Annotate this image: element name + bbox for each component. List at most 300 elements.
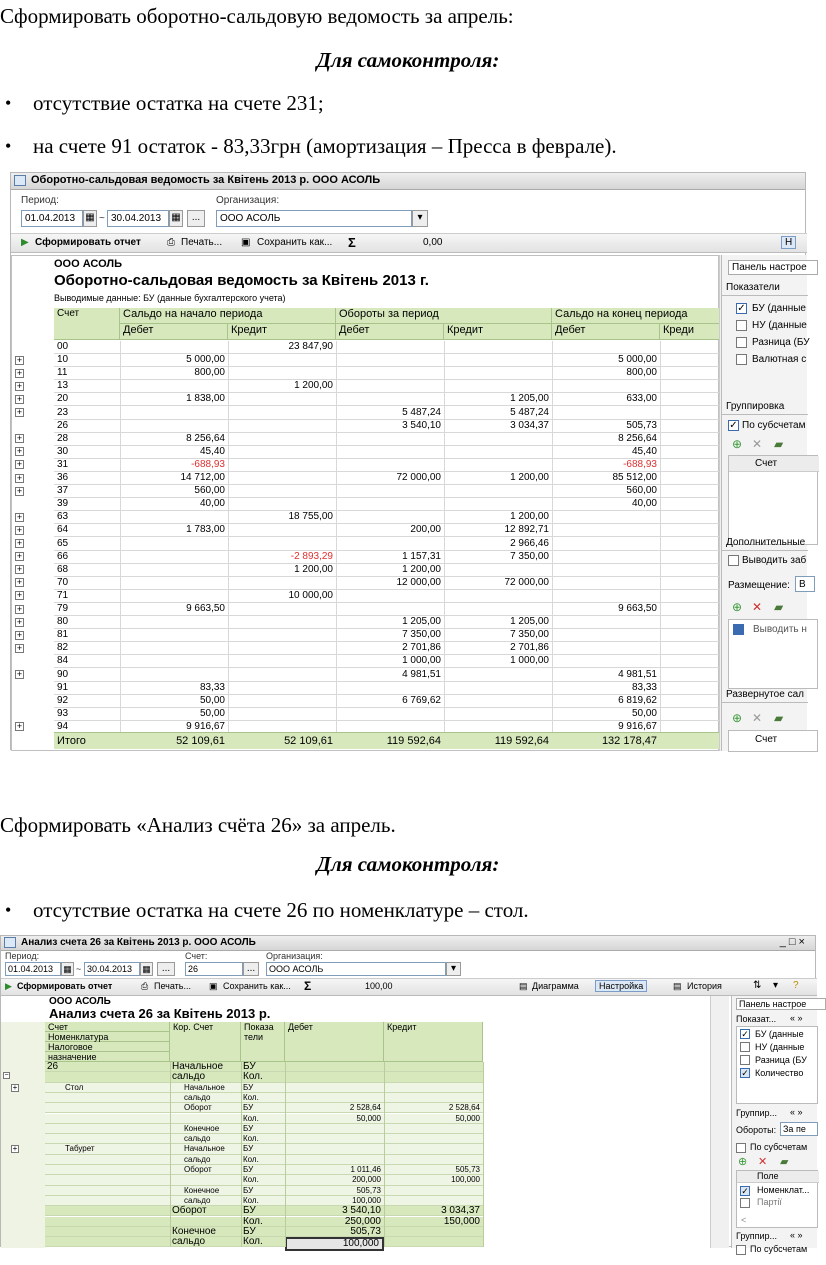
grid-line	[444, 341, 445, 737]
indicator-bu-label: БУ (данные	[755, 1029, 804, 1039]
history-icon: ▤	[673, 981, 682, 991]
org-select[interactable]: ООО АСОЛЬ	[216, 210, 412, 227]
by-subaccounts-checkbox[interactable]	[736, 1143, 746, 1153]
bullet-1a: • отсутствие остатка на счете 231;	[33, 91, 324, 115]
grid-line	[241, 1062, 242, 1247]
delete-icon[interactable]: ✕	[752, 600, 763, 614]
cell-k: сальдо	[184, 1092, 211, 1102]
cell-acc: 66	[57, 550, 69, 562]
expand-icon[interactable]: +	[16, 380, 23, 391]
help-icon[interactable]: ?	[793, 980, 799, 991]
date-to-input[interactable]: 30.04.2013	[84, 962, 140, 976]
account-analysis-window	[0, 935, 816, 1254]
cell-p: БУ	[243, 1082, 254, 1092]
header-account: Счет	[54, 308, 120, 340]
cell-acc: 28	[57, 432, 69, 444]
grouping-section: Группир...	[736, 1108, 778, 1118]
grid-line	[552, 341, 553, 737]
delete-icon[interactable]: ✕	[752, 437, 763, 451]
indicator-diff-checkbox[interactable]	[736, 337, 747, 348]
period-select-button[interactable]: ...	[187, 210, 205, 227]
cell-acc: 82	[57, 642, 69, 654]
cell-ed: 505,73	[626, 419, 657, 431]
cell-od: 1 157,31	[402, 550, 441, 562]
window-title: Анализ счета 26 за Квітень 2013 р. ООО АСОЛЬ	[21, 937, 256, 948]
table-row	[54, 511, 720, 524]
cell-sd: 9 916,67	[186, 720, 225, 732]
cell-p: Кол.	[243, 1175, 259, 1185]
generate-report-button[interactable]: Сформировать отчет	[17, 981, 113, 991]
cell-acc: 90	[57, 668, 69, 680]
cell-a: Стол	[65, 1082, 84, 1092]
table-row	[54, 380, 720, 393]
cell-od: 1 200,00	[402, 563, 441, 575]
expand-icon[interactable]: +	[12, 1082, 18, 1092]
header-turnover: Обороты за период	[336, 308, 552, 324]
table-row	[54, 538, 720, 551]
cell-sd: 50,00	[199, 694, 225, 706]
cell-ed: 83,33	[631, 681, 657, 693]
move-icon[interactable]: « »	[790, 1013, 803, 1023]
cell-p: БУ	[243, 1165, 254, 1174]
indicator-nu-checkbox[interactable]	[736, 320, 747, 331]
cell-sd: 5 000,00	[186, 354, 225, 366]
window-title-bar	[1, 936, 815, 951]
cell-p: БУ	[243, 1123, 254, 1133]
cell-c: 3 034,37	[441, 1205, 480, 1217]
cell-p: БУ	[243, 1185, 254, 1195]
cell-acc: 23	[57, 406, 69, 418]
add-icon[interactable]: ⊕	[732, 600, 743, 614]
grouping-col-account: Счет	[755, 458, 778, 469]
cell-acc: 20	[57, 393, 69, 405]
cell-oc: 7 350,00	[510, 550, 549, 562]
cell-sc: -2 893,29	[290, 550, 333, 562]
expand-icon[interactable]: +	[16, 485, 23, 496]
cell-oc: 1 205,00	[510, 616, 549, 628]
scroll-left-icon[interactable]: <	[741, 1215, 747, 1225]
cell-d: 1 011,46	[350, 1165, 381, 1174]
delete-icon[interactable]: ✕	[752, 711, 763, 725]
header-account: Счет	[45, 1022, 170, 1032]
cell-d: 50,000	[356, 1113, 381, 1123]
cell-od: 6 769,62	[402, 694, 441, 706]
cell-sd: 1 783,00	[186, 524, 225, 536]
expand-icon[interactable]: +	[16, 433, 23, 444]
cell-acc: 91	[57, 681, 69, 693]
calendar-icon[interactable]: ▦	[61, 962, 74, 976]
expanded-list[interactable]	[728, 730, 818, 752]
sigma-icon[interactable]: Σ	[304, 979, 312, 993]
cell-k: Оборот	[184, 1165, 212, 1174]
chart-icon: ▤	[519, 981, 528, 991]
cell-oc: 1 200,00	[510, 472, 549, 483]
self-check-heading-2: Для самоконтроля:	[316, 852, 500, 876]
cell-p: Кол.	[243, 1236, 263, 1248]
cell-ed: 4 981,51	[618, 668, 657, 680]
cell-od: 3 540,10	[402, 419, 441, 431]
cell-ed: 50,00	[631, 707, 657, 719]
cell-k: сальдо	[184, 1154, 211, 1164]
cell-p: БУ	[243, 1103, 254, 1113]
expand-icon[interactable]: +	[12, 1144, 18, 1154]
cell-acc: 93	[57, 707, 69, 719]
indicator-currency-checkbox[interactable]	[736, 354, 747, 365]
cell-sd: 800,00	[194, 367, 225, 379]
cell-od: 5 487,24	[402, 406, 441, 418]
grid-line	[120, 341, 121, 737]
account-input[interactable]: 26	[185, 962, 243, 976]
indicators-section: Показат...	[736, 1014, 777, 1024]
cell-acc: 71	[57, 589, 69, 601]
period-select-button[interactable]: ...	[157, 962, 175, 976]
cell-p: БУ	[243, 1225, 256, 1237]
play-icon: ▶	[5, 981, 12, 991]
cell-od: 200,00	[410, 524, 441, 536]
edit-icon[interactable]: ▰	[774, 437, 784, 451]
expanded-col-account: Счет	[755, 734, 778, 745]
move-icon[interactable]: « »	[790, 1230, 803, 1240]
expand-icon[interactable]: +	[16, 446, 23, 457]
expand-icon[interactable]: +	[16, 407, 23, 417]
indicator-diff-checkbox[interactable]	[740, 1055, 750, 1065]
cell-oc: 1 000,00	[510, 655, 549, 667]
print-button[interactable]: Печать...	[154, 981, 191, 991]
cell-oc: 2 701,86	[510, 642, 549, 654]
fields-item-nomenclature: Номенклат...	[757, 1185, 810, 1195]
placement-select[interactable]: В	[795, 576, 815, 592]
cell-sd: 1 838,00	[186, 393, 225, 405]
print-button[interactable]: Печать...	[181, 237, 223, 248]
expand-icon[interactable]: +	[16, 367, 23, 378]
cell-a: Табурет	[65, 1144, 95, 1154]
cell-sd: 50,00	[199, 707, 225, 719]
cell-k: сальдо	[172, 1071, 206, 1083]
expand-icon[interactable]: +	[16, 629, 23, 640]
collapse-icon[interactable]: −	[4, 1072, 9, 1079]
cell-ed: 6 819,62	[618, 694, 657, 706]
cell-sd: 83,33	[199, 681, 225, 693]
cell-p: Кол.	[243, 1134, 259, 1144]
nomenclature-checkbox[interactable]: ✓	[741, 1186, 749, 1196]
cell-ed: -688,93	[623, 458, 657, 470]
cell-c: 2 528,64	[448, 1103, 480, 1113]
move-icon[interactable]: « »	[790, 1107, 803, 1117]
table-row	[54, 341, 720, 354]
cell-od: 72 000,00	[396, 472, 441, 483]
header-end-credit: Креди	[660, 324, 720, 340]
cell-k: сальдо	[172, 1236, 206, 1248]
cell-ed: 560,00	[626, 485, 657, 497]
cell-d: 505,73	[350, 1225, 381, 1237]
cell-acc: 70	[57, 576, 69, 588]
cell-p: Кол.	[243, 1113, 259, 1123]
cell-ed: 633,00	[626, 393, 657, 405]
expand-icon[interactable]: +	[16, 590, 23, 601]
settings-panel	[731, 996, 817, 1254]
cell-sc: 1 200,00	[294, 563, 333, 575]
print-icon: ⎙	[167, 237, 175, 248]
indicator-nu-label: НУ (данные	[755, 1042, 805, 1052]
cell-k: Конечное	[184, 1123, 220, 1133]
header-nomenclature: Номенклатура	[45, 1032, 170, 1042]
cell-acc: 92	[57, 694, 69, 706]
toolbar	[1, 978, 817, 996]
total-ed: 132 178,47	[601, 735, 657, 747]
bullet-1b: • на счете 91 остаток - 83,33грн (амортизация – Пресса в феврале).	[33, 134, 617, 158]
header-debit: Дебет	[285, 1022, 384, 1062]
table-body	[12, 341, 720, 737]
grouping2-section: Группир...	[736, 1231, 778, 1241]
header-end-balance: Сальдо на конец периода	[552, 308, 720, 324]
cell-ed: 9 916,67	[618, 720, 657, 732]
total-sc: 52 109,61	[284, 735, 333, 747]
party-checkbox[interactable]	[740, 1198, 750, 1208]
window-controls[interactable]: _ □ ×	[779, 936, 805, 948]
cell-od: 1 000,00	[402, 655, 441, 667]
settings-panel-title[interactable]: Панель настрое	[736, 998, 826, 1010]
org-select[interactable]: ООО АСОЛЬ	[266, 962, 446, 976]
cell-oc: 3 034,37	[510, 419, 549, 431]
report-subtitle: Выводимые данные: БУ (данные бухгалтерского учета)	[54, 293, 286, 303]
cell-sd: 9 663,50	[186, 603, 225, 614]
sigma-icon[interactable]: Σ	[348, 235, 356, 250]
date-to-input[interactable]: 30.04.2013	[107, 210, 169, 227]
chevron-down-icon[interactable]: ▾	[412, 210, 428, 227]
placement-label: Размещение:	[728, 580, 790, 591]
indicator-diff-label: Разница (БУ	[755, 1055, 807, 1065]
settings-panel-title[interactable]: Панель настрое	[728, 260, 818, 275]
period-tilde: ~	[76, 964, 82, 974]
by-subaccounts-checkbox[interactable]: ✓	[729, 420, 738, 431]
header-credit: Кредит	[384, 1022, 483, 1062]
cell-acc: 11	[57, 367, 68, 379]
output-label: Выводить заб	[742, 555, 807, 566]
report-scrollbar[interactable]	[710, 996, 729, 1248]
cell-p: Кол.	[243, 1154, 259, 1164]
by-subaccounts-label: По субсчетам	[742, 420, 806, 431]
expand-icon[interactable]: +	[16, 459, 23, 470]
cell-ed: 800,00	[626, 367, 657, 379]
date-from-input[interactable]: 01.04.2013	[5, 962, 61, 976]
diagram-button[interactable]: Диаграмма	[532, 981, 579, 991]
refresh-icon[interactable]: ⇅	[753, 980, 762, 991]
add-icon[interactable]: ⊕	[732, 711, 743, 725]
generate-report-button[interactable]: Сформировать отчет	[35, 237, 141, 248]
cell-p: БУ	[243, 1205, 256, 1217]
cell-acc: 65	[57, 537, 69, 549]
oborotno-saldo-window	[10, 172, 810, 750]
cell-c: 50,000	[455, 1113, 480, 1123]
cell-d: 2 528,64	[349, 1103, 381, 1113]
cell-ed: 8 256,64	[618, 432, 657, 444]
cell-sd: -688,93	[191, 458, 225, 470]
save-as-button[interactable]: Сохранить как...	[223, 981, 291, 991]
report-title: Оборотно-сальдовая ведомость за Квітень 2013 г.	[54, 272, 429, 289]
cell-oc: 2 966,46	[510, 537, 549, 549]
cell-d: 3 540,10	[342, 1205, 381, 1217]
cell-p: Кол.	[243, 1215, 263, 1227]
edit-icon[interactable]: ▰	[780, 1156, 789, 1168]
cell-sc: 18 755,00	[288, 511, 333, 523]
cell-k: Оборот	[172, 1205, 207, 1217]
cell-oc: 1 205,00	[510, 393, 549, 405]
report-title: Анализ счета 26 за Квітень 2013 р.	[49, 1006, 271, 1021]
edit-icon[interactable]: ▰	[774, 711, 784, 725]
header-turnover-debit: Дебет	[336, 324, 444, 340]
expand-icon[interactable]: +	[16, 551, 23, 562]
expand-icon[interactable]: +	[16, 603, 23, 614]
cell-acc: 84	[57, 655, 69, 667]
report-org: ООО АСОЛЬ	[49, 996, 111, 1007]
account-select-button[interactable]: ...	[243, 962, 259, 976]
date-from-input[interactable]: 01.04.2013	[21, 210, 83, 227]
total-oc: 119 592,64	[494, 735, 549, 747]
cell-ed: 9 663,50	[618, 603, 657, 614]
cell-acc: 80	[57, 616, 69, 628]
expand-icon[interactable]: +	[16, 511, 23, 522]
cell-d: 200,000	[352, 1175, 381, 1185]
expanded-section: Развернутое сал	[726, 689, 804, 700]
delete-icon[interactable]: ✕	[758, 1156, 768, 1168]
cell-d[interactable]: 100,000	[285, 1237, 384, 1251]
cell-sc: 23 847,90	[288, 341, 333, 352]
expand-icon[interactable]: +	[16, 472, 23, 483]
cell-acc: 36	[57, 472, 69, 483]
cell-d: 100,000	[352, 1195, 381, 1205]
expand-icon[interactable]: +	[16, 642, 23, 653]
indicator-qty-label: Количество	[755, 1068, 804, 1078]
cell-ed: 40,00	[631, 498, 657, 510]
expand-icon[interactable]: +	[16, 577, 23, 588]
cell-acc: 79	[57, 603, 69, 614]
grid-line	[483, 1062, 484, 1247]
output-checkbox[interactable]	[728, 555, 739, 566]
history-button[interactable]: История	[687, 981, 722, 991]
print-icon: ⎙	[141, 981, 149, 991]
cell-d: 505,73	[356, 1185, 381, 1195]
cell-od: 4 981,51	[402, 668, 441, 680]
expand-icon[interactable]: +	[16, 538, 23, 548]
expand-icon[interactable]: +	[16, 564, 23, 575]
indicator-bu-label: БУ (данные	[752, 303, 806, 314]
calendar-icon[interactable]: ▦	[83, 210, 97, 227]
edit-icon[interactable]: ▰	[774, 600, 784, 614]
indicator-nu-label: НУ (данные	[752, 320, 807, 331]
turnovers-select[interactable]: За пе	[780, 1122, 818, 1136]
calendar-icon[interactable]: ▦	[140, 962, 153, 976]
cell-acc: 13	[57, 380, 69, 392]
expand-icon[interactable]: +	[16, 669, 23, 679]
cell-p: БУ	[243, 1144, 254, 1154]
expand-icon[interactable]: +	[16, 721, 23, 732]
cell-acc: 64	[57, 524, 69, 536]
cell-acc: 68	[57, 563, 69, 575]
period-tilde: ~	[99, 213, 105, 224]
by-subaccounts2-checkbox[interactable]	[736, 1245, 746, 1255]
indicator-nu-checkbox[interactable]	[740, 1042, 750, 1052]
toolbar	[11, 233, 807, 253]
expand-icon[interactable]: +	[16, 524, 23, 535]
cell-sd: 45,40	[199, 445, 225, 457]
header-start-credit: Кредит	[228, 324, 336, 340]
account-label: Счет:	[185, 951, 208, 961]
window-title-bar	[11, 173, 805, 190]
cell-k: Конечное	[184, 1185, 220, 1195]
table-body	[1, 1062, 729, 1248]
fields-list[interactable]	[736, 1170, 818, 1228]
indicator-bu-checkbox[interactable]: ✓	[741, 1029, 749, 1039]
header-turnover-credit: Кредит	[444, 324, 552, 340]
cell-oc: 12 892,71	[504, 524, 549, 536]
add-icon[interactable]: ⊕	[732, 437, 743, 451]
add-icon[interactable]: ⊕	[738, 1156, 748, 1168]
settings-toggle-button[interactable]: Настройка	[595, 980, 647, 992]
cell-c: 150,000	[443, 1215, 480, 1227]
cell-k: Конечное	[172, 1225, 216, 1237]
header-indicators	[241, 1022, 285, 1062]
indicator-bu-checkbox[interactable]: ✓	[737, 303, 746, 314]
cell-acc: 10	[57, 354, 69, 366]
cell-sd: 8 256,64	[186, 432, 225, 444]
chevron-down-icon[interactable]: ▾	[446, 962, 461, 976]
cell-p: Кол.	[243, 1071, 263, 1083]
grid-line	[384, 1062, 385, 1247]
indicator-currency-label: Валютная с	[752, 354, 807, 365]
by-subaccounts-label: По субсчетам	[750, 1142, 808, 1152]
expand-icon[interactable]: +	[16, 354, 23, 365]
calendar-icon[interactable]: ▦	[169, 210, 183, 227]
cell-d: 250,000	[344, 1215, 381, 1227]
expand-icon[interactable]: +	[16, 616, 23, 627]
save-as-button[interactable]: Сохранить как...	[257, 237, 333, 248]
cell-oc: 72 000,00	[504, 576, 549, 588]
cell-p: Кол.	[243, 1092, 259, 1102]
cell-od: 12 000,00	[396, 576, 441, 588]
cell-p: Кол.	[243, 1195, 259, 1205]
cell-a: 26	[47, 1061, 59, 1072]
cell-k: сальдо	[184, 1195, 211, 1205]
grid-line	[336, 341, 337, 737]
report-sheet	[11, 255, 719, 751]
grouping-list[interactable]	[728, 455, 818, 545]
cell-sc: 1 200,00	[294, 380, 333, 392]
table-row	[54, 590, 720, 603]
additional-section: Дополнительные	[726, 537, 806, 548]
save-icon: ▣	[241, 237, 251, 248]
indicators-section: Показатели	[726, 282, 780, 293]
cell-k: Начальное	[184, 1144, 225, 1154]
cell-sc: 10 000,00	[288, 589, 333, 601]
cell-acc: 30	[57, 445, 69, 457]
header-kor-account: Кор. Счет	[170, 1022, 241, 1062]
cell-acc: 94	[57, 720, 69, 732]
cell-acc: 81	[57, 629, 69, 641]
indicator-qty-checkbox[interactable]: ✓	[741, 1068, 749, 1078]
cell-ed: 45,40	[631, 445, 657, 457]
pin-icon[interactable]: ▾	[773, 980, 779, 991]
turnovers-label: Обороты:	[736, 1125, 777, 1135]
total-sd: 52 109,61	[176, 735, 225, 747]
cell-oc: 1 200,00	[510, 511, 549, 523]
output-list[interactable]	[728, 619, 818, 689]
expand-icon[interactable]: +	[16, 393, 23, 404]
grid-line	[285, 1062, 286, 1247]
self-check-heading-1: Для самоконтроля:	[316, 48, 500, 72]
h-toggle-button[interactable]: Н	[781, 236, 796, 249]
period-label: Период:	[21, 195, 59, 206]
grid-line	[228, 341, 229, 737]
